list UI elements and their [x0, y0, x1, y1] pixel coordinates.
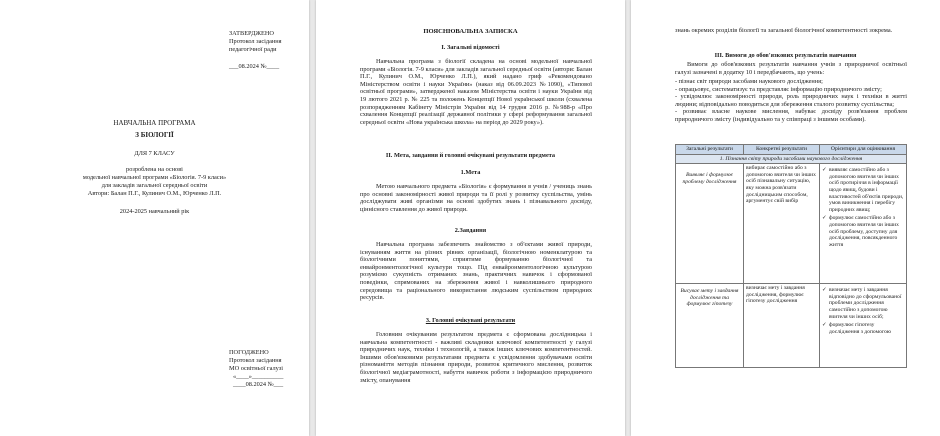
row2-general: Висуває мету і завдання дослідження та формулює гіпотезу	[676, 284, 744, 368]
section-3-intro: Вимоги до обов'язкових результатів навчання учнів з природничої освітньої галузі зазначені в додатку 10 і передбачають, що учень:	[675, 61, 907, 76]
agreed-protocol: Протокол засідання	[229, 357, 282, 364]
agreed-body: МО освітньої галузі	[229, 365, 283, 372]
section-1-title: I. Загальні відомості	[441, 44, 500, 51]
tasks-text: Навчальна програма забезпечить знайомство з об'єктами живої природи, існуванням життя на різних рівнях організації, біологічною номенклатурою та біологічними поняттями, сприятиме формуванню біологічної та енвайронментологічної культури тощо. Під енвайронментологічною культурою розуміємо сукупність отриманих знань, практичних навичок і сформованої поведінки, спрямованих на збереження живої і навколишнього природного середовища та раціонального використання людським суспільством природних ресурсів.	[360, 241, 592, 302]
row1-indicators	[820, 164, 907, 284]
agreed-quote: «____»__________	[233, 373, 284, 380]
approved-protocol: Протокол засідання	[229, 38, 282, 45]
program-title: НАВЧАЛЬНА ПРОГРАМА	[113, 119, 196, 127]
developed-line-1: розроблена на основі	[126, 166, 183, 173]
explanatory-note-page	[316, 0, 625, 436]
checkmark-icon: ✓	[822, 287, 827, 294]
table-section-row: 1. Пізнання світу природи засобами наукового дослідження	[676, 154, 907, 164]
authors-line: Автори: Балан П.Г., Кулинич О.М., Юрченко Л.П.	[87, 190, 222, 197]
goal-text: Метою навчального предмета «Біологія» є формування в учнів / учениць знань про основні закономірності живої природи та її ролі у розвитку суспільства, умінь досліджувати живі організми на основі здобутих знань і пізнавального досвіду, ціннісного ставлення до живої природи.	[360, 183, 592, 213]
approved-label: ЗАТВЕРДЖЕНО	[229, 30, 274, 37]
checkmark-icon: ✓	[822, 215, 827, 222]
section-1-text: Навчальна програма з біології складена на основі модельної навчальної програми «Біологія. 7-9 класи» для закладів загальної середньої освіти (автори: Балан П.Г., Кулинич О.М., Юрченко Л.П.), який надано гриф «Рекомендовано Міністерством освіти і науки України» (наказ від 06.09.2023 №1090), «Типової освітньої програми», затвердженої наказом Міністерства освіти і науки України від 19 лютого 2021 р. № 225 та положень Концепції Нової української школи (схвалена розпорядженням Кабінету Міністрів України від 14 грудня 2016 р. №988-р «Про схвалення Концепції реалізації державної політики у сфері реформування загальної середньої освіти «Нова українська школа» на період до 2029 року»).	[360, 58, 592, 126]
list-item: - пізнає світ природи засобами наукового дослідження;	[675, 78, 823, 85]
checkmark-icon: ✓	[822, 322, 827, 329]
title-page	[0, 0, 309, 436]
subject-title: З БІОЛОГІЇ	[135, 131, 174, 139]
indicator-text: формулює самостійно або з допомогою вчителя чи інших осіб проблему, доступну для дослідження, повсякденного життя	[829, 215, 899, 248]
indicator-text: виявляє самостійно або з допомогою вчителя чи інших осіб протиріччя в інформації щодо явищ, будови і властивостей об'єктів природи, умов виникнення і перебігу природних явищ;	[829, 167, 904, 213]
goal-subheading: 1.Мета	[460, 169, 481, 176]
results-table	[675, 144, 907, 368]
list-item: - усвідомлює закономірності природи, роль природничих наук і техніки в житті людини; відповідально поводиться для збереження сталого розвитку суспільства;	[675, 93, 907, 108]
developed-line-3: для закладів загальної середньої освіти	[101, 182, 208, 189]
row2-specific: визначає мету і завдання дослідження, формулює гіпотезу дослідження	[744, 284, 820, 368]
indicator-text: формулює гіпотезу дослідження з допомогою	[829, 322, 892, 335]
agreed-label: ПОГОДЖЕНО	[229, 349, 269, 356]
header-indicators: Орієнтири для оцінювання	[820, 145, 907, 155]
requirements-page	[631, 0, 940, 436]
section-3-title: III. Вимоги до обов'язкових результатів навчання	[714, 52, 857, 59]
row1-general: Виявляє і формулює проблему дослідження	[676, 164, 744, 284]
list-item: - опрацьовує, систематизує та представляє інформацію природничого змісту;	[675, 85, 882, 93]
requirements-list	[675, 78, 907, 124]
row2-indicators	[820, 284, 907, 368]
developed-line-2: модельної навчальної програми «Біологія. 7-9 класи»	[82, 174, 227, 181]
row1-specific: вибирає самостійно або з допомогою вчителя чи інших осіб пізнавальну ситуацію, яку можна розв'язати дослідницьким способом, аргументує свій вибір	[744, 164, 820, 284]
header-specific: Конкретні результати	[744, 145, 820, 155]
list-item: - розвиває власне наукове мислення, набуває досвіду розв'язання проблем природничого змісту (індивідуально та у співпраці з іншими особами).	[675, 108, 907, 123]
results-text: Головним очікуваним результатом предмета є сформована дослідницька і навчальна компетентності - важливі складники ключової компетентності у галузі природничих наук, техніки і технологій, а також інших ключових компетентностей. Іншими обов'язковими результатами предмета є усвідомлення здобувачами освіти різноманіття методів пізнання природи, розвиток критичного мислення, розвиток біологічної медіаграмотності, набуття навичок роботи з інформацією природничого змісту, опанування	[360, 331, 592, 384]
header-general: Загальні результати	[676, 145, 744, 155]
continuation-text: знань окремих розділів біології та загальної біологічної компетентності зокрема.	[675, 27, 893, 34]
indicator-text: визначає мету і завдання відповідно до сформульованої проблеми дослідження самостійно з допомогою вчителя чи інших осіб;	[829, 287, 902, 320]
school-year: 2024-2025 навчальний рік	[119, 208, 190, 215]
agreed-date: ____08.2024 №___	[233, 381, 284, 388]
section-2-title: II. Мета, завдання й головні очікувані результати предмета	[385, 152, 556, 159]
results-subheading: 3. Головні очікувані результати	[425, 317, 516, 324]
approved-council: педагогічної ради	[229, 46, 277, 53]
page-heading: ПОЯСНЮВАЛЬНА ЗАПИСКА	[423, 28, 518, 35]
checkmark-icon: ✓	[822, 167, 827, 174]
approved-date: ___08.2024 №____	[229, 63, 280, 70]
tasks-subheading: 2.Завдання	[454, 227, 487, 234]
grade-label: ДЛЯ 7 КЛАСУ	[134, 150, 175, 157]
